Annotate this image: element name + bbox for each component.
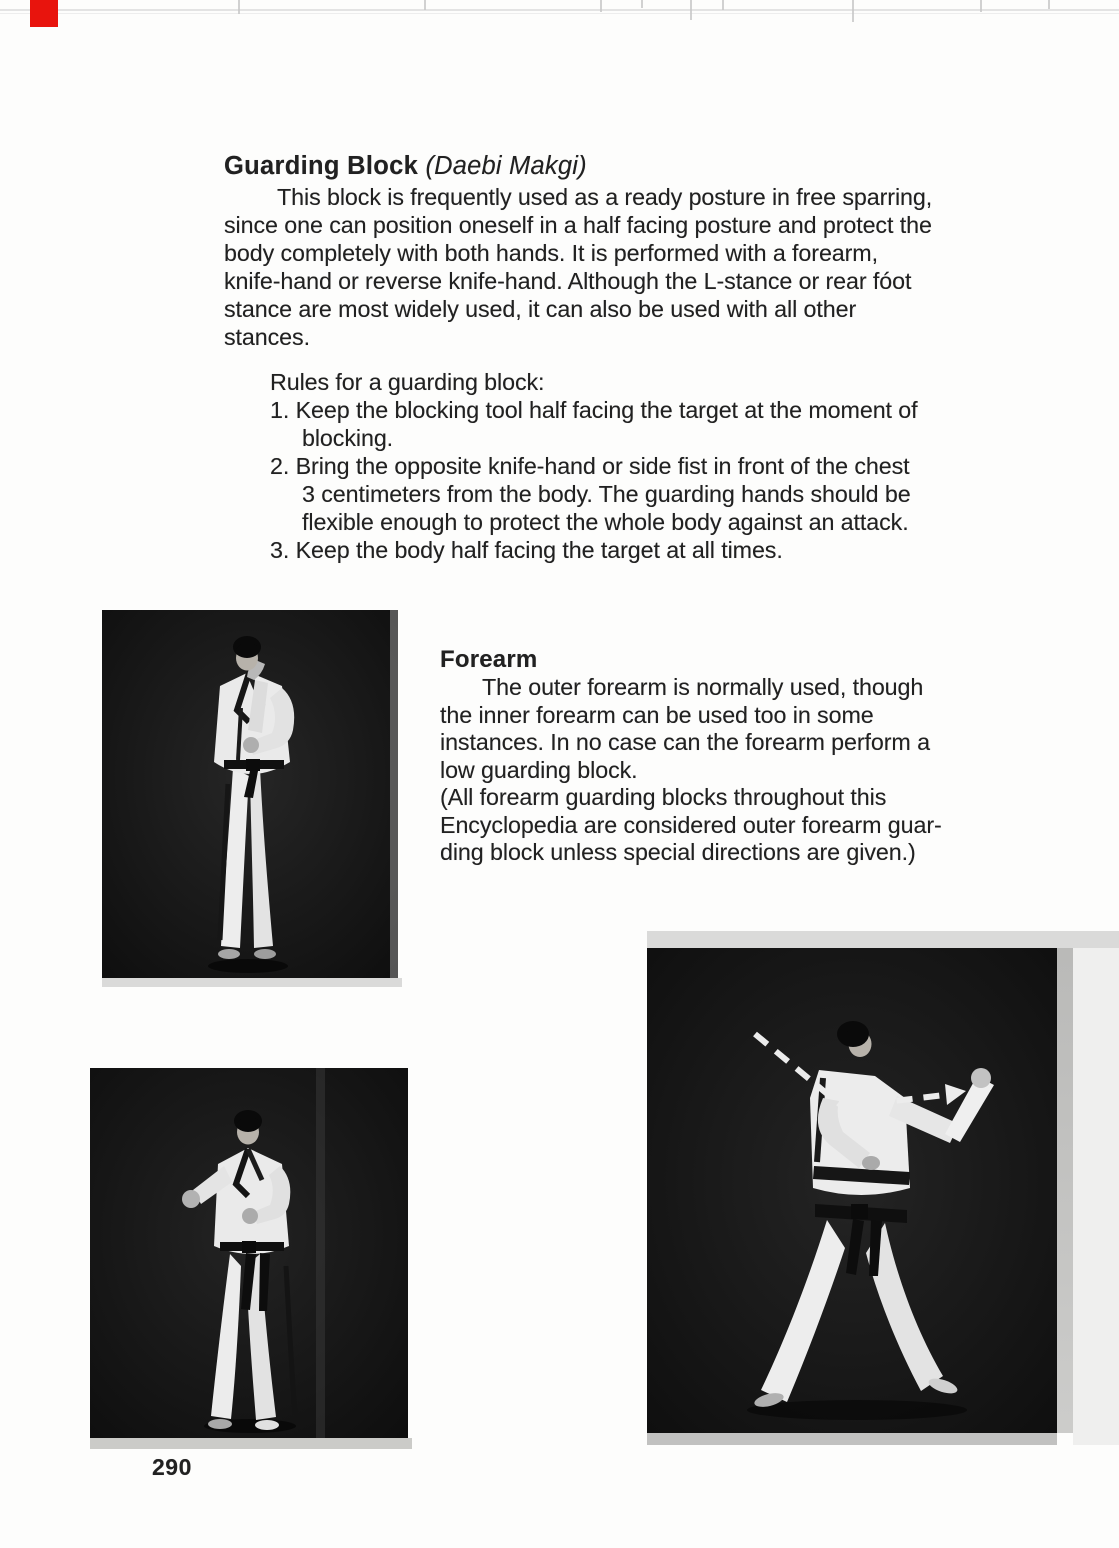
text-line: knife-hand or reverse knife-hand. Although the L-stance or rear fóot	[224, 268, 912, 294]
scan-artifact-tick	[722, 0, 724, 10]
rule-item-line: blocking.	[302, 425, 394, 451]
text-line: low guarding block.	[440, 756, 638, 783]
scan-shadow	[90, 1438, 412, 1449]
page-number: 290	[152, 1454, 192, 1480]
scan-shadow	[647, 931, 1119, 948]
martial-artist-figure-side	[647, 948, 1057, 1433]
text-line: the inner forearm can be used too in some	[440, 701, 874, 728]
intro-paragraph	[224, 183, 1000, 351]
text-line: instances. In no case can the forearm perform a	[440, 729, 930, 755]
photo-guarding-block-half-facing	[90, 1068, 408, 1438]
text-line: Encyclopedia are considered outer forearm guar-	[440, 811, 942, 838]
scan-artifact-tick	[238, 0, 240, 14]
martial-artist-figure-half-facing	[90, 1068, 408, 1438]
text-line: stance are most widely used, it can also be used with all other	[224, 296, 857, 322]
forearm-heading: Forearm	[440, 646, 538, 673]
rules-heading: Rules for a guarding block:	[270, 369, 545, 395]
section-title-text: Guarding Block	[224, 152, 419, 180]
scan-artifact-tick	[641, 0, 643, 8]
photo-guarding-block-ready-posture	[102, 610, 398, 978]
scan-artifact-line	[0, 9, 1119, 11]
scan-artifact-tick	[600, 0, 602, 12]
photo-internal-band	[316, 1068, 325, 1438]
scan-artifact-tick	[424, 0, 426, 10]
section-title-korean-name: (Daebi Makgi)	[425, 152, 587, 180]
text-line: ding block unless special directions are given.)	[440, 839, 916, 865]
scan-artifact-line	[0, 13, 1119, 14]
scan-shadow	[1073, 948, 1119, 1445]
rule-item-line: 2. Bring the opposite knife-hand or side fist in front of the chest	[270, 453, 910, 479]
scan-shadow	[647, 1433, 1057, 1445]
scan-artifact-tick	[690, 0, 692, 20]
scan-artifact-tick	[852, 0, 854, 22]
scan-artifact-tick	[1048, 0, 1050, 9]
red-edge-mark	[30, 0, 58, 27]
photo-forearm-guarding-block-annotated	[647, 948, 1057, 1433]
rule-item-line: 3 centimeters from the body. The guarding hands should be	[302, 481, 911, 507]
scan-shadow	[102, 978, 402, 987]
text-line: (All forearm guarding blocks throughout this	[440, 784, 887, 810]
text-line: body completely with both hands. It is performed with a forearm,	[224, 240, 878, 266]
rule-item-line: flexible enough to protect the whole body against an attack.	[302, 509, 909, 535]
text-line: The outer forearm is normally used, though	[482, 674, 924, 700]
text-line: This block is frequently used as a ready posture in free sparring,	[277, 184, 933, 210]
photo-edge-band	[390, 610, 398, 978]
scan-shadow	[1057, 948, 1073, 1433]
rules-list	[270, 368, 1002, 564]
scan-artifact-tick	[980, 0, 982, 12]
rule-item-line: 1. Keep the blocking tool half facing the target at the moment of	[270, 397, 918, 423]
rule-item-line: 3. Keep the body half facing the target at all times.	[270, 537, 783, 563]
text-line: since one can position oneself in a half facing posture and protect the	[224, 212, 932, 238]
martial-artist-figure-front	[102, 610, 398, 978]
section-title	[224, 152, 587, 181]
text-line: stances.	[224, 324, 310, 350]
forearm-paragraph	[440, 674, 995, 867]
